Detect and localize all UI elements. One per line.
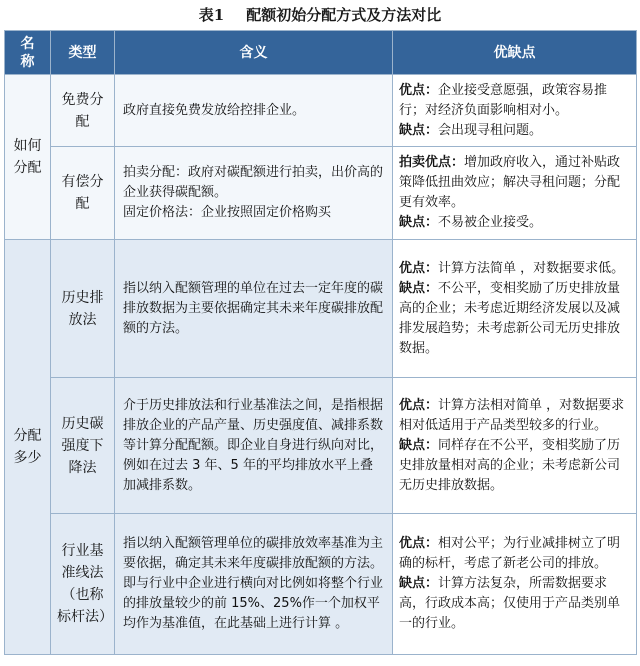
pro-label: 优点： xyxy=(399,260,439,276)
con-text: 计算方法复杂，所需数据要求高，行政成本高；仅使用于产品类别单一的行业。 xyxy=(399,576,621,631)
con-label: 缺点： xyxy=(399,122,439,138)
con-item xyxy=(399,574,630,634)
meaning-line: 拍卖分配：政府对碳配额进行拍卖，出价高的企业获得碳配额。 xyxy=(123,165,384,200)
table-caption xyxy=(0,0,640,30)
meaning-cell xyxy=(115,147,393,240)
con-label: 缺点： xyxy=(399,280,439,296)
con-text: 不易被企业接受。 xyxy=(438,215,543,230)
pro-item xyxy=(399,534,630,574)
table-row xyxy=(5,514,637,655)
meaning-line: 指以纳入配额管理的单位在过去一定年度的碳排放数据为主要依据确定其未来年度碳排放配额的方法。 xyxy=(123,280,384,336)
pros-cons-cell xyxy=(393,240,637,378)
table-row xyxy=(5,75,637,147)
group-name-how: 如何分配 xyxy=(5,75,51,240)
meaning-cell xyxy=(115,240,393,378)
type-cell: 历史碳强度下降法 xyxy=(51,378,115,514)
type-cell: 行业基准线法（也称标杆法） xyxy=(51,514,115,655)
header-row xyxy=(5,31,637,75)
header-type: 类型 xyxy=(51,31,115,75)
con-text: 会出现寻租问题。 xyxy=(438,122,543,138)
pro-text: 企业接受意愿强，政策容易推行；对经济负面影响相对小。 xyxy=(399,82,608,118)
pro-text: 增加政府收入，通过补贴政策降低扭曲效应；解决寻租问题；分配更有效率。 xyxy=(399,155,621,210)
pro-text: 计算方法简单 ，对数据要求低。 xyxy=(438,260,625,276)
table-row xyxy=(5,378,637,514)
con-item xyxy=(399,213,630,233)
header-meaning: 含义 xyxy=(115,31,393,75)
pro-text: 相对公平；为行业减排树立了明确的标杆，考虑了新老公司的排放。 xyxy=(399,536,621,571)
type-cell: 免费分配 xyxy=(51,75,115,147)
table-title: 配额初始分配方式及方法对比 xyxy=(246,6,442,24)
con-label: 缺点： xyxy=(399,215,439,230)
table-row xyxy=(5,240,637,378)
con-label: 缺点： xyxy=(399,437,439,453)
pro-label: 优点： xyxy=(399,397,439,413)
con-item xyxy=(399,121,630,141)
con-item xyxy=(399,436,630,496)
header-pros-cons: 优缺点 xyxy=(393,31,637,75)
type-cell: 有偿分配 xyxy=(51,147,115,240)
allocation-comparison-table xyxy=(4,30,637,655)
meaning-cell xyxy=(115,514,393,655)
meaning-line: 政府直接免费发放给控排企业。 xyxy=(123,102,306,118)
con-item xyxy=(399,279,630,359)
pros-cons-cell xyxy=(393,378,637,514)
header-name: 名称 xyxy=(5,31,51,75)
pros-cons-cell xyxy=(393,514,637,655)
meaning-line: 介于历史排放法和行业基准法之间，是指根据排放企业的产品产量、历史强度值、减排系数等计算分配配额。即企业自身进行纵向对比，例如在过去 3 年、5 年的平均排放水平上叠加减排系数。 xyxy=(123,397,384,493)
group-name-how-much: 分配多少 xyxy=(5,240,51,655)
pros-cons-cell xyxy=(393,147,637,240)
pro-item xyxy=(399,259,630,279)
meaning-cell xyxy=(115,75,393,147)
table-row xyxy=(5,147,637,240)
type-cell: 历史排放法 xyxy=(51,240,115,378)
meaning-line: 固定价格法：企业按照固定价格购买 xyxy=(123,205,332,220)
table-number: 表1 xyxy=(198,6,225,24)
pro-item xyxy=(399,153,630,213)
pro-item xyxy=(399,396,630,436)
pro-label: 优点： xyxy=(399,536,439,551)
pro-label: 拍卖优点： xyxy=(399,155,465,170)
meaning-line: 指以纳入配额管理单位的碳排放效率基准为主要依据，确定其未来年度碳排放配额的方法。即与行业中企业进行横向对比例如将整个行业的排放量较少的前 15%、25%作一个加权平均作为基准值，在此基础上进行计算 。 xyxy=(123,536,384,631)
con-label: 缺点： xyxy=(399,576,439,591)
con-text: 不公平，变相奖励了历史排放量高的企业；未考虑近期经济发展以及减排发展趋势；未考虑新公司无历史排放数据。 xyxy=(399,280,621,356)
pro-item xyxy=(399,81,630,121)
pro-text: 计算方法相对简单 ，对数据要求相对低适用于产品类型较多的行业。 xyxy=(399,397,625,433)
pro-label: 优点： xyxy=(399,82,439,98)
pros-cons-cell xyxy=(393,75,637,147)
con-text: 同样存在不公平，变相奖励了历史排放量相对高的企业；未考虑新公司无历史排放数据。 xyxy=(399,437,621,493)
meaning-cell xyxy=(115,378,393,514)
